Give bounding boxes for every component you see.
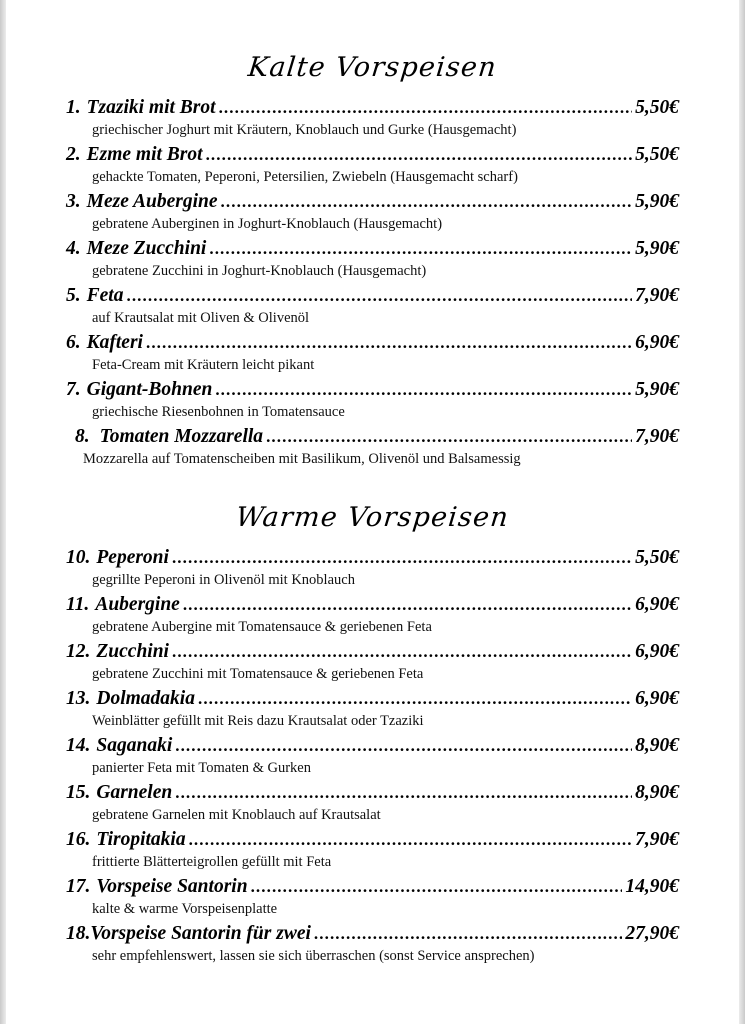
menu-item-name: Zucchini (96, 641, 169, 662)
menu-item-price: 6,90€ (635, 332, 679, 353)
menu-item-list-warm (66, 545, 679, 967)
menu-item (66, 330, 679, 376)
menu-item-line (66, 921, 679, 946)
menu-item-description: panierter Feta mit Tomaten & Gurken (92, 760, 311, 776)
menu-item-description: gebratene Garnelen mit Knoblauch auf Krautsalat (92, 807, 381, 823)
menu-item-number: 7. (66, 379, 81, 400)
menu-item (66, 874, 679, 920)
menu-item-number: 4. (66, 238, 81, 259)
menu-item-line (66, 283, 679, 308)
menu-item-description: gebratene Zucchini mit Tomatensauce & geriebenen Feta (92, 666, 424, 682)
menu-item-description: Feta-Cream mit Kräutern leicht pikant (92, 357, 315, 373)
menu-item-number: 15. (66, 782, 91, 803)
menu-item-price: 6,90€ (635, 688, 679, 709)
menu-item-price: 27,90€ (625, 923, 679, 944)
menu-item-line (66, 592, 679, 617)
menu-item-line (66, 733, 679, 758)
menu-item (66, 827, 679, 873)
menu-item-name: Dolmadakia (96, 688, 195, 709)
dot-leader (266, 424, 632, 449)
menu-item-name: Aubergine (95, 594, 180, 615)
menu-item (66, 639, 679, 685)
menu-item-number: 18. (66, 923, 91, 944)
dot-leader (198, 686, 632, 711)
section-kalte-vorspeisen (66, 52, 679, 471)
menu-item-price: 7,90€ (635, 829, 679, 850)
menu-item-line (66, 95, 679, 120)
menu-item-line (66, 377, 679, 402)
menu-item-description: gehackte Tomaten, Peperoni, Petersilien, Zwiebeln (Hausgemacht scharf) (92, 169, 518, 185)
dot-leader (183, 592, 632, 617)
dot-leader (206, 142, 633, 167)
menu-item-description: gebratene Aubergine mit Tomatensauce & geriebenen Feta (92, 619, 432, 635)
menu-item-line (66, 827, 679, 852)
menu-item-name: Gigant-Bohnen (86, 379, 213, 400)
menu-item (66, 377, 679, 423)
menu-item-description: griechischer Joghurt mit Kräutern, Knoblauch und Gurke (Hausgemacht) (92, 122, 517, 138)
menu-item (66, 142, 679, 188)
dot-leader (175, 733, 632, 758)
menu-item-line (66, 424, 679, 449)
menu-item-price: 5,50€ (635, 547, 679, 568)
menu-item-price: 5,50€ (635, 144, 679, 165)
section-heading-warme-vorspeisen: Warme Vorspeisen (234, 502, 511, 533)
menu-item (66, 424, 679, 470)
dot-leader (126, 283, 632, 308)
menu-item-description: Weinblätter gefüllt mit Reis dazu Krautsalat oder Tzaziki (92, 713, 424, 729)
menu-item-number: 16. (66, 829, 91, 850)
menu-item-description: auf Krautsalat mit Oliven & Olivenöl (92, 310, 310, 326)
menu-item-line (66, 874, 679, 899)
dot-leader (172, 545, 632, 570)
menu-item-price: 7,90€ (635, 285, 679, 306)
section-heading-kalte-vorspeisen: Kalte Vorspeisen (246, 52, 499, 83)
menu-item (66, 921, 679, 967)
menu-item-name: Garnelen (96, 782, 173, 803)
menu-item (66, 686, 679, 732)
menu-item-description: griechische Riesenbohnen in Tomatensauce (92, 404, 345, 420)
menu-item-number: 17. (66, 876, 91, 897)
menu-item-line (66, 236, 679, 261)
dot-leader (251, 874, 623, 899)
menu-item-number: 1. (66, 97, 81, 118)
dot-leader (146, 330, 632, 355)
menu-item-number: 12. (66, 641, 91, 662)
menu-item-price: 5,50€ (635, 97, 679, 118)
menu-item-price: 5,90€ (635, 379, 679, 400)
menu-item-description: gegrillte Peperoni in Olivenöl mit Knoblauch (92, 572, 355, 588)
menu-item-name: Vorspeise Santorin für zwei (90, 923, 311, 944)
menu-item-line (66, 639, 679, 664)
menu-item-number: 6. (66, 332, 81, 353)
menu-item-price: 8,90€ (635, 735, 679, 756)
dot-leader (172, 639, 632, 664)
dot-leader (175, 780, 632, 805)
menu-item-price: 8,90€ (635, 782, 679, 803)
menu-item-line (66, 545, 679, 570)
menu-item-name: Meze Zucchini (86, 238, 207, 259)
menu-item-price: 14,90€ (625, 876, 679, 897)
menu-item-line (66, 189, 679, 214)
section-warme-vorspeisen (66, 502, 679, 968)
menu-item-description: Mozzarella auf Tomatenscheiben mit Basilikum, Olivenöl und Balsamessig (83, 451, 521, 467)
menu-item-description: frittierte Blätterteigrollen gefüllt mit Feta (92, 854, 332, 870)
dot-leader (209, 236, 632, 261)
menu-item-price: 7,90€ (635, 426, 679, 447)
menu-item (66, 780, 679, 826)
menu-item (66, 283, 679, 329)
menu-item-name: Tomaten Mozzarella (99, 426, 264, 447)
dot-leader (314, 921, 622, 946)
dot-leader (219, 95, 633, 120)
menu-item-name: Meze Aubergine (86, 191, 218, 212)
menu-item-number: 10. (66, 547, 91, 568)
menu-item-description: gebratene Auberginen in Joghurt-Knoblauch (Hausgemacht) (92, 216, 443, 232)
menu-item-number: 14. (66, 735, 91, 756)
menu-item (66, 545, 679, 591)
menu-item-name: Feta (86, 285, 124, 306)
menu-item (66, 189, 679, 235)
dot-leader (215, 377, 632, 402)
dot-leader (221, 189, 633, 214)
menu-item (66, 592, 679, 638)
menu-item-name: Peperoni (96, 547, 169, 568)
menu-item (66, 733, 679, 779)
menu-item-price: 5,90€ (635, 191, 679, 212)
menu-item-name: Ezme mit Brot (86, 144, 203, 165)
menu-item-line (66, 142, 679, 167)
menu-item-number: 13. (66, 688, 91, 709)
menu-item-description: kalte & warme Vorspeisenplatte (92, 901, 278, 917)
menu-item-line (66, 330, 679, 355)
menu-item (66, 95, 679, 141)
menu-item-line (66, 686, 679, 711)
menu-sheet (6, 0, 739, 1024)
menu-item-number: 8. (75, 426, 90, 447)
menu-item-number: 2. (66, 144, 81, 165)
menu-item-list-cold (66, 95, 679, 470)
menu-item-price: 5,90€ (635, 238, 679, 259)
menu-item-name: Saganaki (96, 735, 173, 756)
menu-item-description: sehr empfehlenswert, lassen sie sich überraschen (sonst Service ansprechen) (92, 948, 535, 964)
menu-item-name: Vorspeise Santorin (96, 876, 248, 897)
menu-item-price: 6,90€ (635, 641, 679, 662)
menu-item-price: 6,90€ (635, 594, 679, 615)
menu-item (66, 236, 679, 282)
menu-item-name: Kafteri (86, 332, 143, 353)
menu-item-number: 5. (66, 285, 81, 306)
menu-item-name: Tzaziki mit Brot (86, 97, 216, 118)
menu-item-description: gebratene Zucchini in Joghurt-Knoblauch (Hausgemacht) (92, 263, 427, 279)
page-edge-right (739, 0, 745, 1024)
menu-item-number: 11. (66, 594, 90, 615)
dot-leader (189, 827, 633, 852)
menu-item-number: 3. (66, 191, 81, 212)
menu-item-name: Tiropitakia (96, 829, 186, 850)
menu-item-line (66, 780, 679, 805)
